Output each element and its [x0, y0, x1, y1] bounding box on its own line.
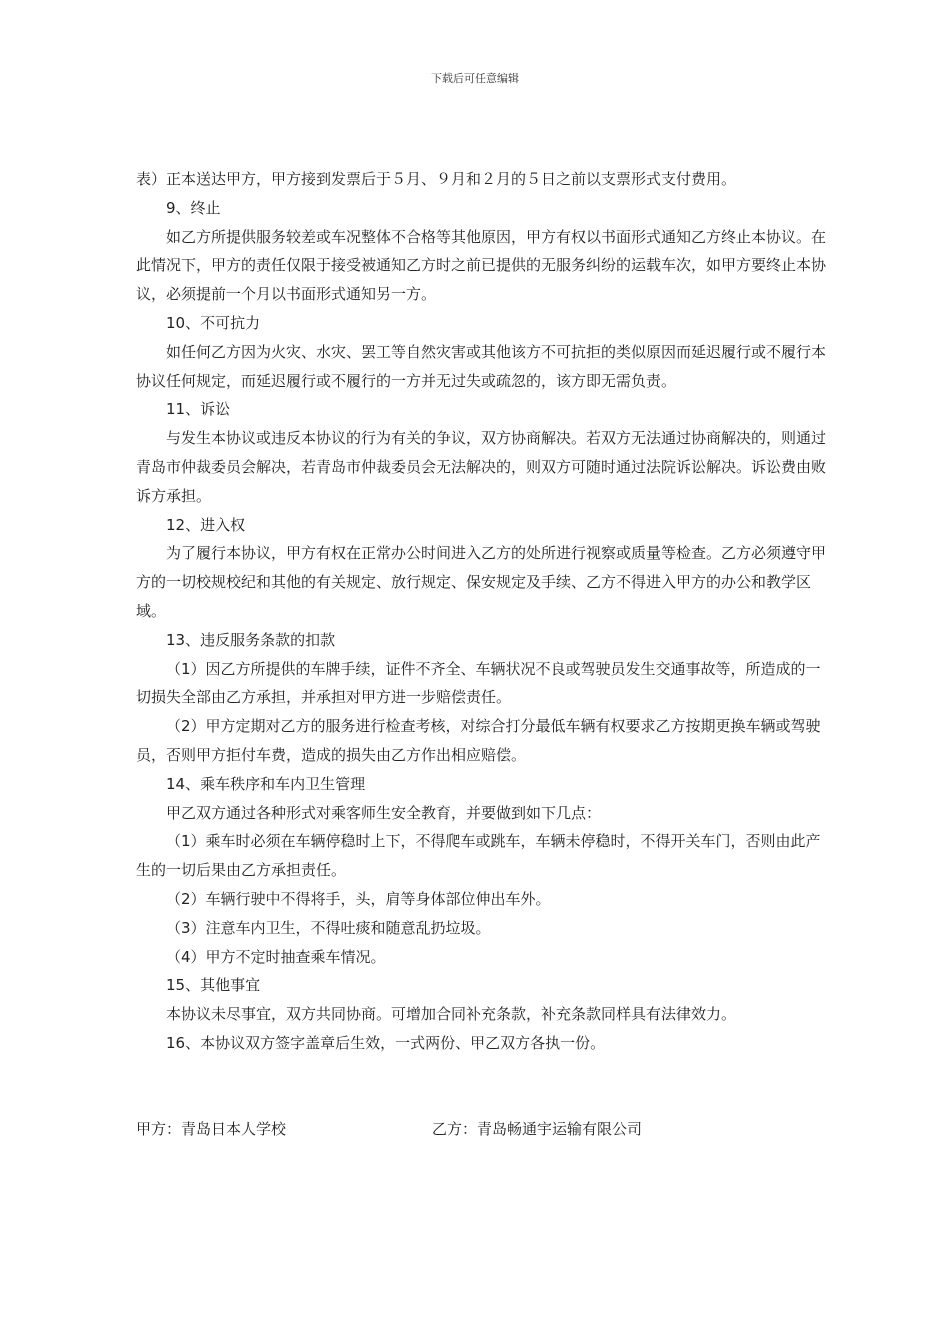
list-item: （1）因乙方所提供的车牌手续，证件不齐全、车辆状况不良或驾驶员发生交通事故等，所造成的一切损失全部由乙方承担，并承担对甲方进一步赔偿责任。 — [136, 659, 821, 707]
paragraph: 如乙方所提供服务较差或车况整体不合格等其他原因，甲方有权以书面形式通知乙方终止本协议。在此情况下，甲方的责任仅限于接受被通知乙方时之前已提供的无服务纠纷的运载车次，如甲方要终止本协议，必须提前一个月以书面形式通知另一方。 — [136, 227, 827, 304]
section-heading: 13、违反服务条款的扣款 — [166, 630, 336, 649]
list-item: （2）车辆行驶中不得将手，头，肩等身体部位伸出车外。 — [166, 889, 551, 908]
list-item: （3）注意车内卫生，不得吐痰和随意乱扔垃圾。 — [166, 918, 491, 937]
section-heading: 11、诉讼 — [166, 400, 231, 419]
section-heading: 12、进入权 — [166, 515, 246, 534]
section-heading: 9、终止 — [166, 198, 221, 217]
document-body — [136, 165, 826, 1058]
party-a-signature: 甲方：青岛日本人学校 — [136, 1120, 287, 1138]
paragraph: 与发生本协议或违反本协议的行为有关的争议，双方协商解决。若双方无法通过协商解决的，则通过青岛市仲裁委员会解决，若青岛市仲裁委员会无法解决的，则双方可随时通过法院诉讼解决。诉讼费由败诉方承担。 — [136, 429, 827, 505]
list-item: （2）甲方定期对乙方的服务进行检查考核，对综合打分最低车辆有权要求乙方按期更换车辆或驾驶员，否则甲方拒付车费，造成的损失由乙方作出相应赔偿。 — [136, 717, 821, 764]
section-heading: 10、不可抗力 — [166, 313, 261, 332]
paragraph: 表）正本送达甲方，甲方接到发票后于５月、９月和２月的５日之前以支票形式支付费用。 — [136, 170, 737, 188]
paragraph: 为了履行本协议，甲方有权在正常办公时间进入乙方的处所进行视察或质量等检查。乙方必须遵守甲方的一切校规校纪和其他的有关规定、放行规定、保安规定及手续、乙方不得进入甲方的办公和教学区域。 — [136, 544, 827, 620]
paragraph: 甲乙双方通过各种形式对乘客师生安全教育，并要做到如下几点： — [166, 803, 602, 822]
paragraph: 16、本协议双方签字盖章后生效，一式两份、甲乙双方各执一份。 — [166, 1033, 606, 1052]
section-heading: 15、其他事宜 — [166, 976, 261, 995]
party-b-signature: 乙方：青岛畅通宇运输有限公司 — [432, 1120, 643, 1138]
list-item: （1）乘车时必须在车辆停稳时上下，不得爬车或跳车，车辆未停稳时，不得开关车门，否则由此产生的一切后果由乙方承担责任。 — [136, 832, 821, 880]
section-heading: 14、乘车秩序和车内卫生管理 — [166, 774, 366, 793]
paragraph: 本协议未尽事宜，双方共同协商。可增加合同补充条款，补充条款同样具有法律效力。 — [166, 1005, 737, 1024]
page-header: 下载后可任意编辑 — [431, 72, 519, 85]
paragraph: 如任何乙方因为火灾、水灾、罢工等自然灾害或其他该方不可抗拒的类似原因而延迟履行或不履行本协议任何规定，而延迟履行或不履行的一方并无过失或疏忽的，该方即无需负责。 — [136, 342, 827, 390]
list-item: （4）甲方不定时抽查乘车情况。 — [166, 947, 386, 966]
